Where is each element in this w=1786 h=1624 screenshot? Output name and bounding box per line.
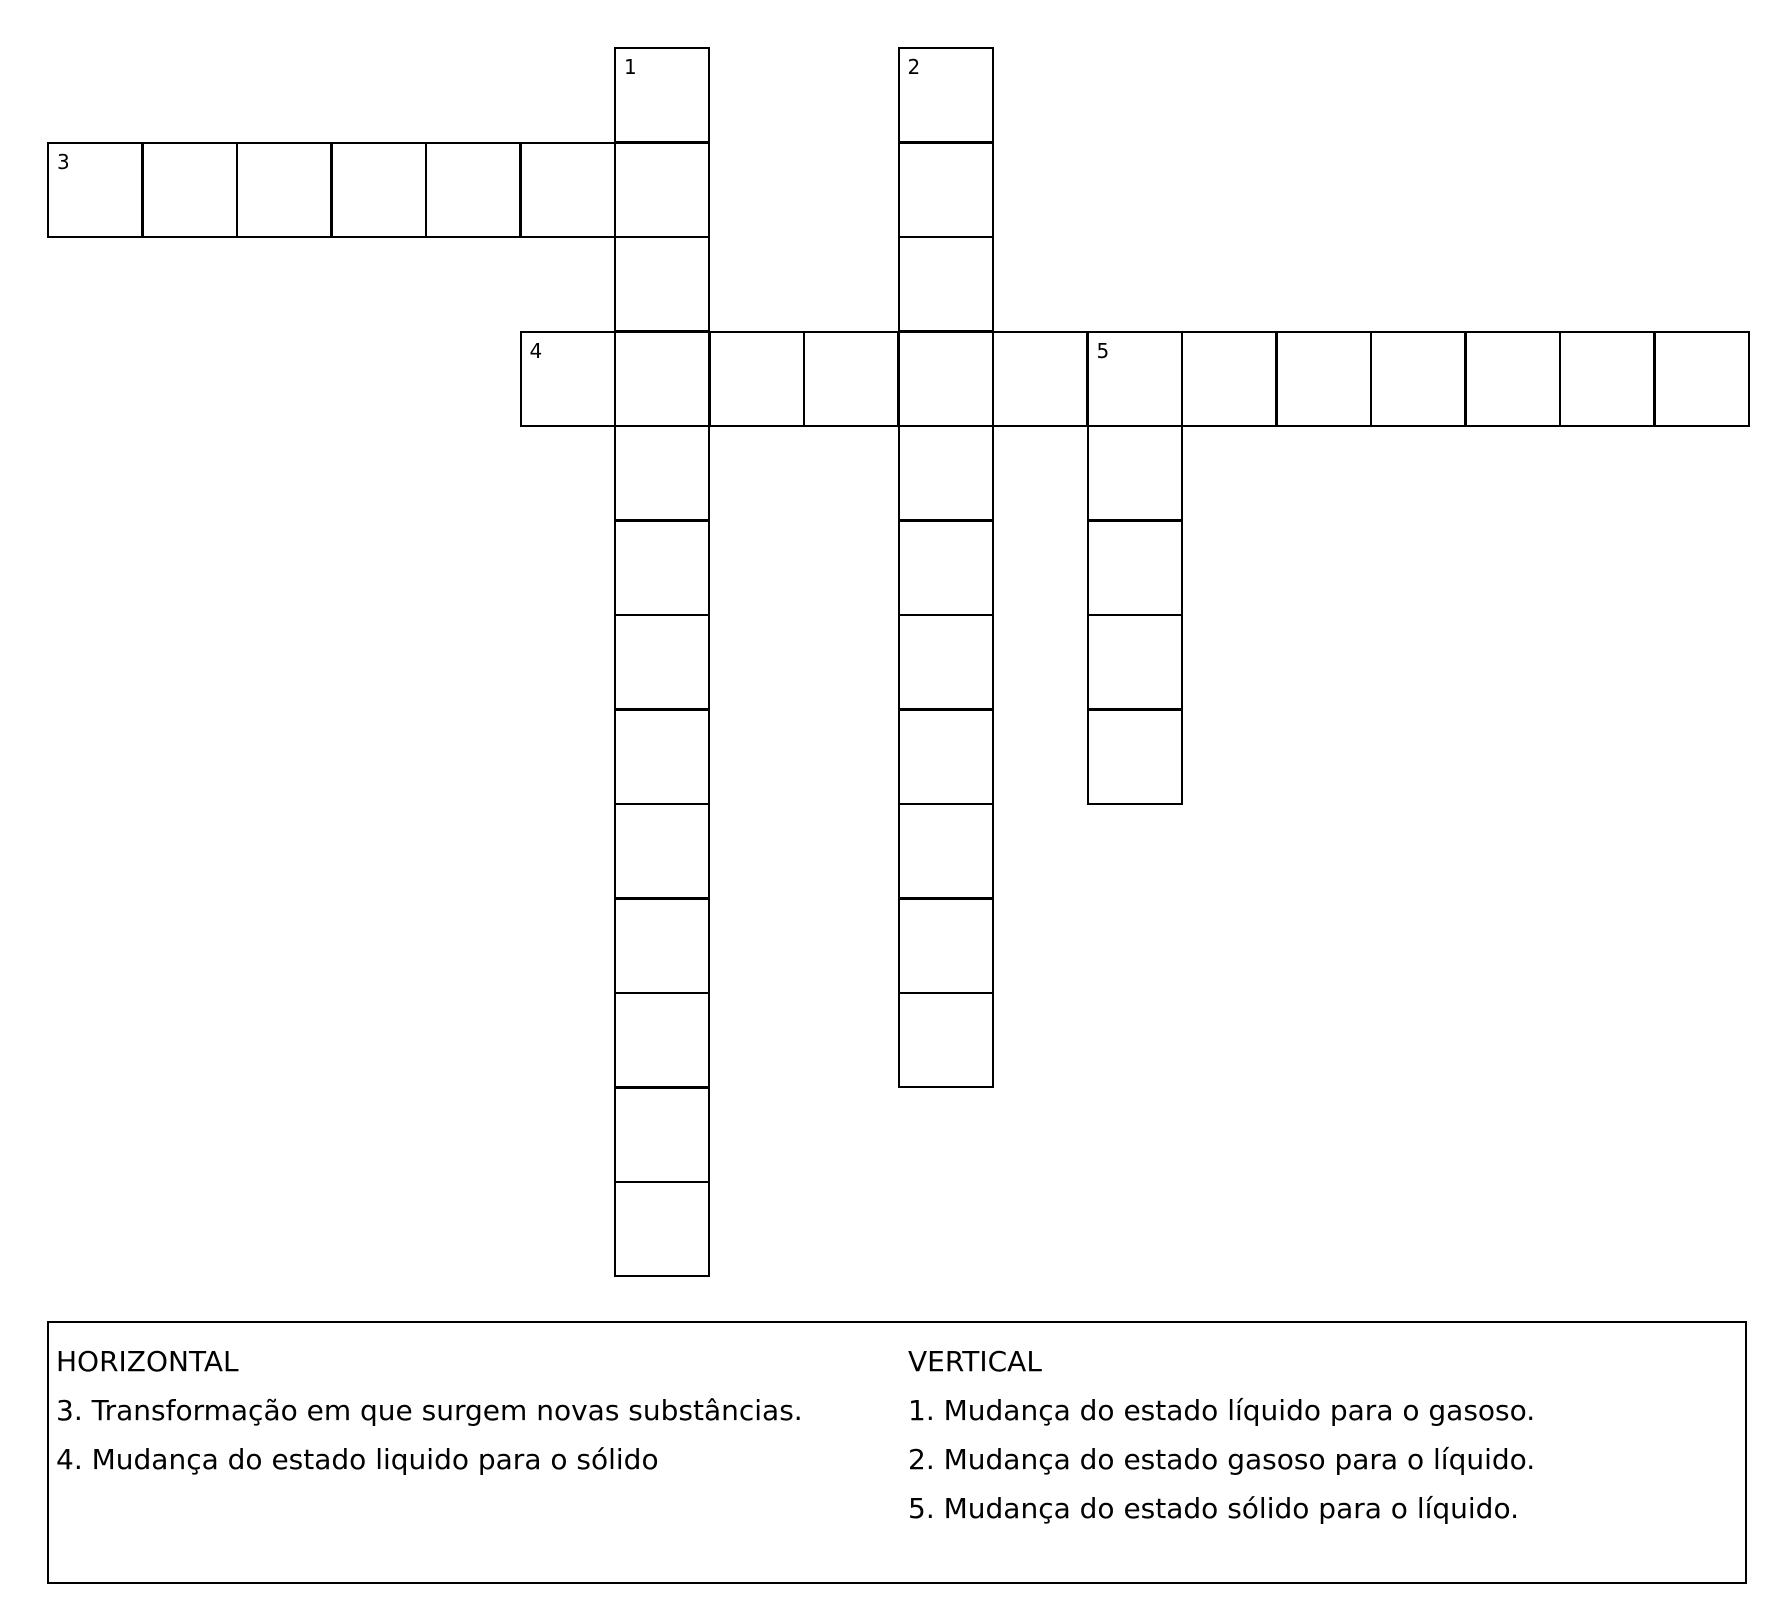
clues-panel [47,1321,1747,1584]
crossword-cell[interactable] [1465,331,1561,427]
crossword-cell[interactable] [898,236,994,332]
crossword-cell[interactable] [992,331,1088,427]
crossword-cell[interactable] [898,520,994,616]
crossword-cell[interactable] [898,898,994,994]
crossword-cell[interactable] [614,331,710,427]
crossword-cell[interactable] [614,709,710,805]
crossword-cell[interactable] [614,425,710,521]
clue-number: 2 [907,55,921,79]
crossword-cell[interactable] [1559,331,1655,427]
crossword-cell[interactable] [709,331,805,427]
crossword-cell[interactable] [614,898,710,994]
crossword-cell[interactable] [614,142,710,238]
crossword-cell[interactable] [331,142,427,238]
crossword-cell[interactable] [425,142,521,238]
crossword-cell[interactable] [1087,709,1183,805]
crossword-cell[interactable] [898,614,994,710]
crossword-cell[interactable] [1370,331,1466,427]
crossword-cell[interactable] [898,992,994,1088]
crossword-cell[interactable] [898,803,994,899]
crossword-cell[interactable] [614,992,710,1088]
crossword-cell[interactable] [898,331,994,427]
crossword-cell[interactable] [520,331,616,427]
crossword-cell[interactable] [1181,331,1277,427]
clue-down-2: 2. Mudança do estado gasoso para o líquido. [908,1443,1536,1476]
crossword-cell[interactable] [47,142,143,238]
crossword-cell[interactable] [898,425,994,521]
crossword-cell[interactable] [898,142,994,238]
clue-number: 3 [57,149,70,174]
crossword-cell[interactable] [520,142,616,238]
crossword-cell[interactable] [1087,614,1183,710]
crossword-cell[interactable] [1087,520,1183,616]
crossword-cell[interactable] [898,47,994,143]
crossword-cell[interactable] [614,614,710,710]
horizontal-heading: HORIZONTAL [56,1345,239,1378]
clue-number: 5 [1096,338,1110,363]
clue-number: 4 [529,338,543,363]
crossword-cell[interactable] [1087,425,1183,521]
clue-across-4: 4. Mudança do estado liquido para o sólido [56,1443,659,1476]
clue-down-5: 5. Mudança do estado sólido para o líquido. [908,1492,1519,1525]
crossword-cell[interactable] [614,1181,710,1277]
crossword-cell[interactable] [614,803,710,899]
vertical-heading: VERTICAL [908,1345,1042,1378]
clue-across-3: 3. Transformação em que surgem novas substâncias. [56,1394,803,1427]
crossword-cell[interactable] [614,1087,710,1183]
crossword-cell[interactable] [898,709,994,805]
clue-number: 1 [624,55,637,79]
crossword-cell[interactable] [1087,331,1183,427]
horizontal-clues [56,1337,803,1484]
crossword-cell[interactable] [142,142,238,238]
crossword-cell[interactable] [614,47,710,143]
crossword-cell[interactable] [803,331,899,427]
crossword-cell[interactable] [1276,331,1372,427]
vertical-clues [908,1337,1535,1533]
crossword-cell[interactable] [236,142,332,238]
crossword-cell[interactable] [614,520,710,616]
crossword-cell[interactable] [1654,331,1750,427]
clue-down-1: 1. Mudança do estado líquido para o gasoso. [908,1394,1536,1427]
crossword-cell[interactable] [614,236,710,332]
